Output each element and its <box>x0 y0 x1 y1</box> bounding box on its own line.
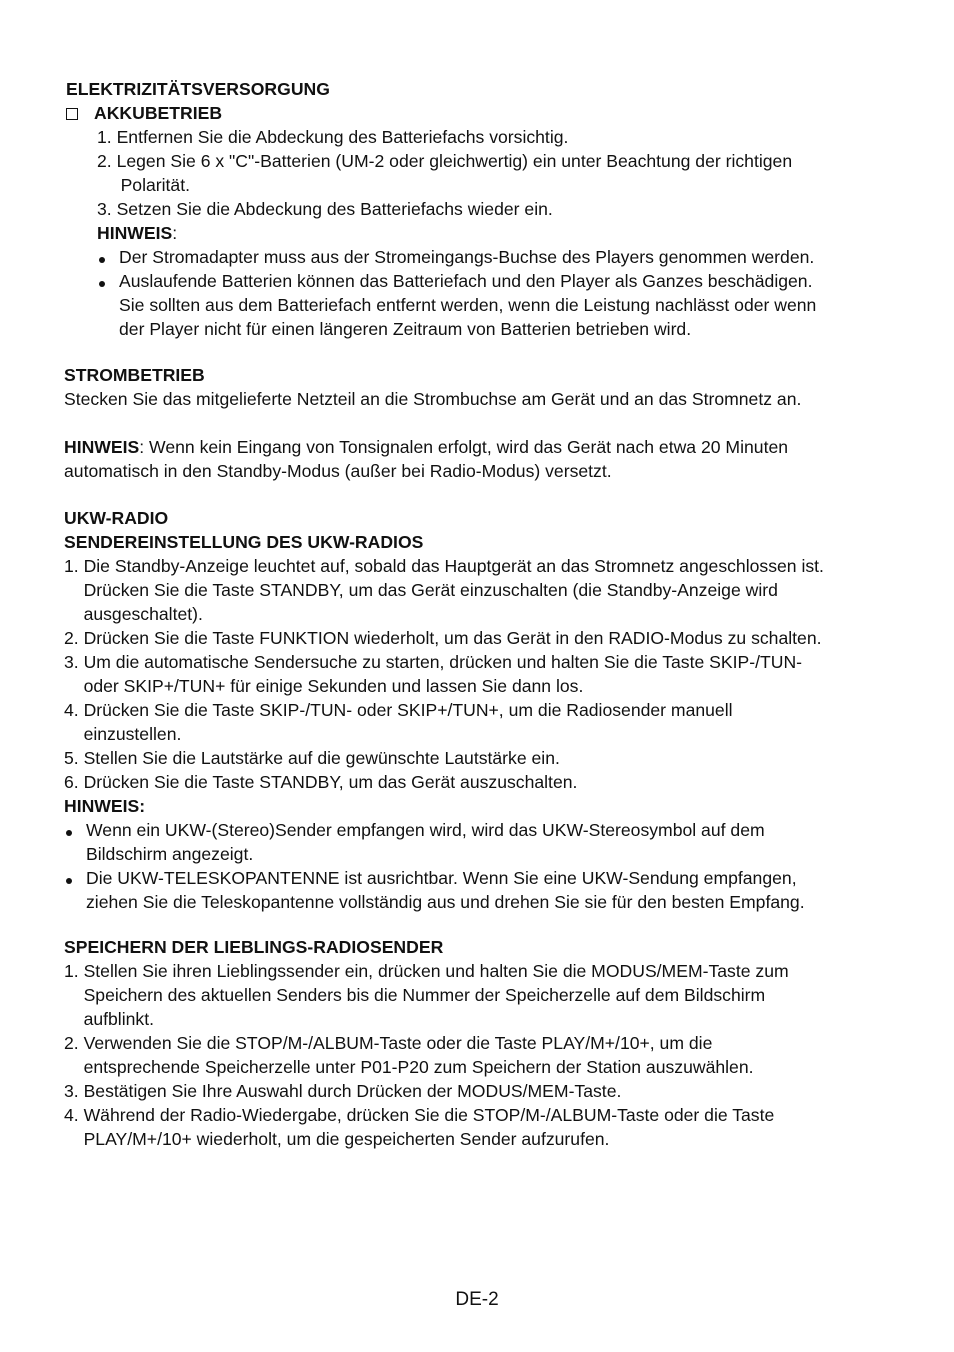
bullet-item <box>64 818 934 866</box>
list-item <box>64 746 934 770</box>
list-item-text <box>84 959 934 1031</box>
bullet-icon <box>64 866 86 914</box>
list-item-text <box>84 746 934 770</box>
bullet-icon <box>97 245 119 269</box>
text-line: Während der Radio-Wiedergabe, drücken Sie die STOP/M-/ALBUM-Taste oder die Taste <box>83 1105 775 1125</box>
list-item-number: 3. <box>64 652 84 672</box>
text-line: Sie sollten aus dem Batteriefach entfernt werden, wenn die Leistung nachlässt oder wenn <box>119 295 817 315</box>
list-item <box>64 1079 934 1103</box>
bullet-icon <box>97 269 119 341</box>
note-label: HINWEIS <box>97 223 173 243</box>
text-line: entsprechende Speicherzelle unter P01-P20 zum Speichern der Station auszuwählen. <box>83 1057 754 1077</box>
list-item-text <box>84 698 934 746</box>
list-item-text <box>117 125 906 149</box>
text-line: Die Standby-Anzeige leuchtet auf, sobald das Hauptgerät an das Stromnetz angeschlossen ist. <box>83 556 824 576</box>
list-item <box>97 149 906 197</box>
note-label: HINWEIS <box>64 437 140 457</box>
list-item-text <box>84 650 934 698</box>
text-line: Speichern des aktuellen Senders bis die Nummer der Speicherzelle auf dem Bildschirm <box>83 985 766 1005</box>
list-item-text <box>84 1103 934 1151</box>
text-line: Bestätigen Sie Ihre Auswahl durch Drücken der MODUS/MEM-Taste. <box>83 1081 622 1101</box>
note-label: HINWEIS: <box>64 796 146 816</box>
list-item-number: 4. <box>64 1105 84 1125</box>
list-item <box>64 650 934 698</box>
section-heading: STROMBETRIEB <box>64 365 205 385</box>
note-text: : Wenn kein Eingang von Tonsignalen erfolgt, wird das Gerät nach etwa 20 Minuten <box>139 437 789 457</box>
section-power-supply <box>66 77 906 341</box>
bullet-list <box>64 818 934 914</box>
list-item-number: 3. <box>64 1081 84 1101</box>
section-heading: SPEICHERN DER LIEBLINGS-RADIOSENDER <box>64 937 444 957</box>
text-line: oder SKIP+/TUN+ für einige Sekunden und lassen Sie dann los. <box>83 676 584 696</box>
list-item-number: 2. <box>64 1033 84 1053</box>
text-line: Drücken Sie die Taste FUNKTION wiederholt, um das Gerät in den RADIO-Modus zu schalten. <box>83 628 822 648</box>
list-item <box>64 554 934 626</box>
text-line: Verwenden Sie die STOP/M-/ALBUM-Taste oder die Taste PLAY/M+/10+, um die <box>83 1033 713 1053</box>
bullet-icon <box>64 818 86 866</box>
list-item-number: 6. <box>64 772 84 792</box>
section-mains-operation <box>64 363 924 483</box>
section-heading: UKW-RADIO <box>64 508 169 528</box>
text-line: Drücken Sie die Taste SKIP-/TUN- oder SKIP+/TUN+, um die Radiosender manuell <box>83 700 733 720</box>
section-heading: ELEKTRIZITÄTSVERSORGUNG <box>66 79 330 99</box>
checkbox-square-icon <box>66 108 78 120</box>
note <box>64 435 924 459</box>
list-item <box>64 770 934 794</box>
text-line: Um die automatische Sendersuche zu starten, drücken und halten Sie die Taste SKIP-/TUN- <box>83 652 803 672</box>
subsection-heading-text: AKKUBETRIEB <box>94 103 223 123</box>
list-item <box>64 698 934 746</box>
list-item-number: 5. <box>64 748 84 768</box>
numbered-list <box>97 125 906 221</box>
list-item <box>64 959 934 1031</box>
bullet-text <box>119 245 906 269</box>
numbered-list <box>64 959 934 1151</box>
numbered-list <box>64 554 934 794</box>
list-item-text <box>84 554 934 626</box>
bullet-item <box>97 269 906 341</box>
list-item <box>97 197 906 221</box>
subsection-heading: SENDEREINSTELLUNG DES UKW-RADIOS <box>64 532 424 552</box>
text-line: Entfernen Sie die Abdeckung des Batteriefachs vorsichtig. <box>116 127 569 147</box>
text-line: Stellen Sie ihren Lieblingssender ein, drücken und halten Sie die MODUS/MEM-Taste zum <box>83 961 789 981</box>
text-line: einzustellen. <box>83 724 182 744</box>
text-line: Legen Sie 6 x "C"-Batterien (UM-2 oder gleichwertig) ein unter Beachtung der richtigen <box>116 151 793 171</box>
bullet-item <box>64 866 934 914</box>
bullet-text <box>86 866 934 914</box>
list-item <box>97 125 906 149</box>
list-item <box>64 626 934 650</box>
list-item-number: 1. <box>64 556 84 576</box>
list-item-text <box>117 197 906 221</box>
bullet-list <box>97 245 906 341</box>
section-store-favorites <box>64 935 934 1151</box>
text-line: ausgeschaltet). <box>83 604 203 624</box>
page-number: DE-2 <box>455 1289 499 1310</box>
list-item-text <box>84 1079 934 1103</box>
list-item-number: 3. <box>97 199 117 219</box>
text-line: aufblinkt. <box>83 1009 154 1029</box>
note-colon: : <box>172 223 178 243</box>
list-item <box>64 1031 934 1079</box>
list-item-number: 1. <box>97 127 117 147</box>
paragraph: Stecken Sie das mitgelieferte Netzteil an die Strombuchse am Gerät und an das Stromnetz an. <box>64 389 802 409</box>
bullet-text <box>86 818 934 866</box>
bullet-text <box>119 269 906 341</box>
bullet-item <box>97 245 906 269</box>
text-line: der Player nicht für einen längeren Zeitraum von Batterien betrieben wird. <box>119 319 692 339</box>
text-line: ziehen Sie die Teleskopantenne vollständig aus und drehen Sie sie für den besten Empfang. <box>86 892 805 912</box>
text-line: Bildschirm angezeigt. <box>86 844 254 864</box>
text-line: Der Stromadapter muss aus der Stromeingangs-Buchse des Players genommen werden. <box>119 247 815 267</box>
text-line: Die UKW-TELESKOPANTENNE ist ausrichtbar. Wenn Sie eine UKW-Sendung empfangen, <box>86 868 797 888</box>
text-line: Wenn ein UKW-(Stereo)Sender empfangen wird, wird das UKW-Stereosymbol auf dem <box>86 820 765 840</box>
section-fm-radio <box>64 506 934 914</box>
text-line: Stellen Sie die Lautstärke auf die gewünschte Lautstärke ein. <box>83 748 560 768</box>
text-line: Drücken Sie die Taste STANDBY, um das Gerät einzuschalten (die Standby-Anzeige wird <box>83 580 778 600</box>
list-item <box>64 1103 934 1151</box>
list-item-text <box>84 1031 934 1079</box>
text-line: PLAY/M+/10+ wiederholt, um die gespeicherten Sender aufzurufen. <box>83 1129 610 1149</box>
text-line: Auslaufende Batterien können das Batteriefach und den Player als Ganzes beschädigen. <box>119 271 813 291</box>
list-item-text <box>84 626 934 650</box>
list-item-number: 2. <box>97 151 117 171</box>
list-item-text <box>84 770 934 794</box>
list-item-text <box>117 149 906 197</box>
list-item-number: 4. <box>64 700 84 720</box>
text-line: Setzen Sie die Abdeckung des Batteriefachs wieder ein. <box>116 199 553 219</box>
text-line: Polarität. <box>120 175 190 195</box>
list-item-number: 1. <box>64 961 84 981</box>
subsection-heading <box>66 101 906 125</box>
note <box>97 221 906 245</box>
list-item-number: 2. <box>64 628 84 648</box>
note-text: automatisch in den Standby-Modus (außer bei Radio-Modus) versetzt. <box>64 461 612 481</box>
text-line: Drücken Sie die Taste STANDBY, um das Gerät auszuschalten. <box>83 772 578 792</box>
